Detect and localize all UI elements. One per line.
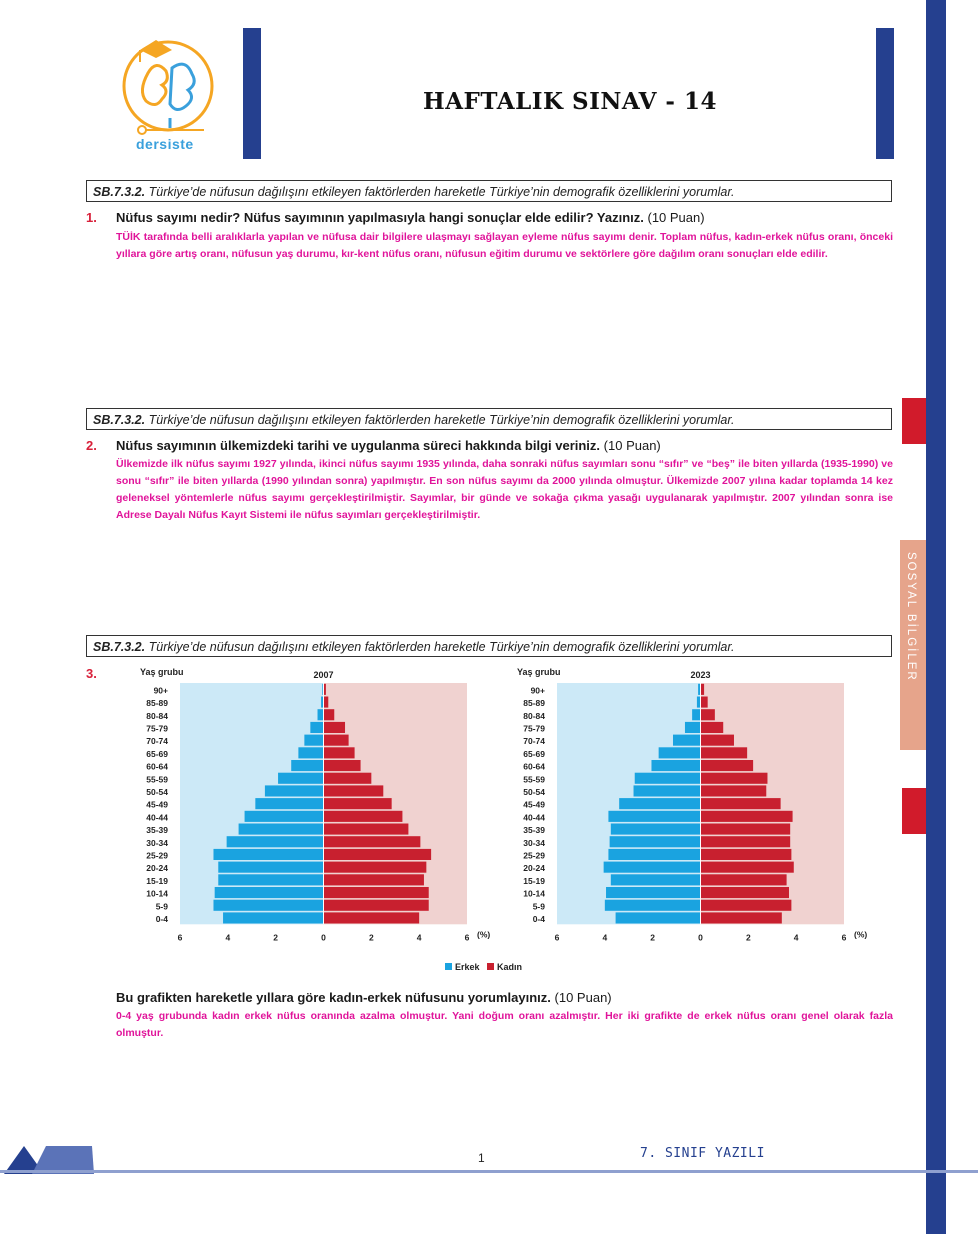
bar-female <box>701 773 768 784</box>
footer-line <box>0 1170 978 1173</box>
bar-female <box>324 760 361 771</box>
bar-female <box>701 912 782 923</box>
chart-ylabel: Yaş grubu <box>517 667 561 677</box>
age-label: 20-24 <box>523 863 545 874</box>
bar-male <box>634 785 701 796</box>
bar-male <box>265 785 324 796</box>
bar-male <box>223 912 323 923</box>
objective-text: Türkiye’de nüfusun dağılışını etkileyen faktörlerden hareketle Türkiye’nin demografik özelliklerini yorumlar. <box>148 185 735 199</box>
question-number-3: 3. <box>86 666 97 681</box>
bar-female <box>324 849 432 860</box>
header-bar-right <box>876 28 894 159</box>
bar-male <box>610 836 701 847</box>
age-label: 85-89 <box>523 698 545 709</box>
age-label: 30-34 <box>523 837 545 848</box>
bar-female <box>701 697 708 708</box>
answer-2: Ülkemizde ilk nüfus sayımı 1927 yılında, ikinci nüfus sayımı 1935 yılında, daha sonraki nüfus sayımları sonu “sıfır” ve “beş” ile biten yıllarda (1935-1990) ve sonu “sıfır” ile biten yıllarda (1990 yılından sonra) yapılmıştır. En son nüfus sayımı da 2000 yılında olmuştur. Ülkemizde 2007 yılına kadar toplamda 14 kez geleneksel yöntemlerle nüfus sayımı gerçekleştirilmiştir. Sayımlar, bir günde ve sokağa çıkma yasağı uygulanarak yapılmıştır. 2007 yılından sonra ise Adrese Dayalı Nüfus Kayıt Sistemi ile nüfus sayımları gerçekleştirilmiştir. <box>116 458 893 521</box>
bar-female <box>701 887 789 898</box>
page-number: 1 <box>478 1151 485 1165</box>
age-label: 35-39 <box>523 825 545 836</box>
age-label: 45-49 <box>523 799 545 810</box>
bar-male <box>692 709 700 720</box>
bar-male <box>245 811 324 822</box>
bar-female <box>324 747 355 758</box>
question-points: (10 Puan) <box>647 210 705 225</box>
bar-female <box>701 798 781 809</box>
bar-male <box>619 798 700 809</box>
age-label: 60-64 <box>146 761 168 772</box>
bar-male <box>304 735 323 746</box>
age-label: 75-79 <box>523 723 545 734</box>
bar-male <box>685 722 701 733</box>
x-tick-label: 0 <box>698 932 703 943</box>
bar-male <box>651 760 700 771</box>
bar-female <box>701 785 767 796</box>
legend-swatch <box>445 963 452 970</box>
bar-female <box>701 811 793 822</box>
bar-male <box>616 912 701 923</box>
objective-box-1 <box>86 180 892 202</box>
bar-female <box>324 709 335 720</box>
bar-male <box>697 697 701 708</box>
x-tick-label: 2 <box>650 932 656 943</box>
legend-label: Erkek <box>455 962 480 972</box>
age-label: 20-24 <box>146 863 168 874</box>
chart-title: 2007 <box>313 670 334 680</box>
bar-female <box>701 824 791 835</box>
age-label: 25-29 <box>146 850 168 861</box>
right-edge-stripe <box>926 0 946 1234</box>
age-label: 60-64 <box>523 761 545 772</box>
question-text-1 <box>116 210 705 225</box>
x-tick-label: 6 <box>177 932 183 943</box>
age-label: 0-4 <box>532 914 545 924</box>
x-axis-label: (%) <box>477 929 491 940</box>
side-tab-label: SOSYAL BİLGİLER <box>905 552 917 682</box>
bar-female <box>324 912 420 923</box>
population-pyramids <box>100 660 900 980</box>
footer-label: 7. SINIF YAZILI <box>640 1146 765 1161</box>
bar-female <box>701 735 734 746</box>
age-label: 65-69 <box>146 748 168 759</box>
bar-male <box>604 862 701 873</box>
age-label: 30-34 <box>146 837 168 848</box>
age-label: 0-4 <box>155 914 168 924</box>
header-bar-left <box>243 28 261 159</box>
age-label: 50-54 <box>523 787 545 797</box>
question-prompt: Nüfus sayımı nedir? Nüfus sayımının yapılmasıyla hangi sonuçlar elde edilir? Yazınız. <box>116 210 644 225</box>
age-label: 65-69 <box>523 748 545 759</box>
x-axis-label: (%) <box>854 929 868 940</box>
question-text-2 <box>116 438 661 453</box>
bar-female <box>701 760 754 771</box>
bar-male <box>318 709 324 720</box>
page-title: HAFTALIK SINAV - 14 <box>422 88 717 115</box>
age-label: 5-9 <box>532 901 545 912</box>
age-label: 45-49 <box>146 799 168 810</box>
bar-female <box>324 887 429 898</box>
bar-female <box>701 862 794 873</box>
bar-female <box>324 900 429 911</box>
bar-male <box>608 811 700 822</box>
side-tab-red-bottom <box>902 788 926 834</box>
bar-male <box>227 836 324 847</box>
bar-female <box>324 824 409 835</box>
bar-female <box>324 811 403 822</box>
x-tick-label: 4 <box>225 932 231 943</box>
answer-1: TÜİK tarafında belli aralıklarla yapılan ve nüfusa dair bilgilere ulaşmayı sağlayan eyleme nüfus sayımı denir. Toplam nüfus, kadın-erkek nüfus oranı, önceki yıllara göre artış oranı, nüfusun yaş durumu, kır-kent nüfus oranı, nüfusun eğitim durumu ve sektörlere göre dağılım oranı sonuçları elde edilir. <box>116 231 893 260</box>
age-label: 55-59 <box>146 774 168 785</box>
bar-female <box>324 735 349 746</box>
legend-swatch <box>487 963 494 970</box>
x-tick-label: 2 <box>745 932 751 943</box>
bar-male <box>673 735 701 746</box>
age-label: 25-29 <box>523 850 545 861</box>
age-label: 75-79 <box>146 723 168 734</box>
chart-ylabel: Yaş grubu <box>140 667 184 677</box>
age-label: 80-84 <box>146 710 168 721</box>
x-tick-label: 0 <box>321 932 326 943</box>
bar-female <box>701 684 705 695</box>
bar-male <box>215 887 324 898</box>
bar-male <box>213 849 323 860</box>
bar-male <box>611 824 701 835</box>
answer-3: 0-4 yaş grubunda kadın erkek nüfus oranında azalma olmuştur. Yani doğum oranı azalmıştır. Her iki grafikte de erkek nüfus oranı genel olarak fazla olmuştur. <box>116 1010 893 1039</box>
x-tick-label: 2 <box>368 932 374 943</box>
bar-female <box>324 798 392 809</box>
bar-female <box>701 900 792 911</box>
age-label: 15-19 <box>523 875 545 886</box>
bar-male <box>278 773 323 784</box>
logo <box>118 28 218 156</box>
objective-code: SB.7.3.2. <box>93 413 146 427</box>
question-prompt: Bu grafikten hareketle yıllara göre kadın-erkek nüfusunu yorumlayınız. <box>116 990 551 1005</box>
bar-female <box>324 697 329 708</box>
age-label: 50-54 <box>146 787 168 797</box>
question-prompt: Nüfus sayımının ülkemizdeki tarihi ve uygulanma süreci hakkında bilgi veriniz. <box>116 438 601 453</box>
x-tick-label: 2 <box>273 932 279 943</box>
bar-male <box>255 798 323 809</box>
objective-code: SB.7.3.2. <box>93 185 146 199</box>
bar-male <box>239 824 324 835</box>
legend-label: Kadın <box>497 962 523 972</box>
objective-text: Türkiye’de nüfusun dağılışını etkileyen faktörlerden hareketle Türkiye’nin demografik özelliklerini yorumlar. <box>148 640 735 654</box>
age-label: 10-14 <box>146 888 168 899</box>
x-tick-label: 6 <box>554 932 560 943</box>
bar-male <box>298 747 323 758</box>
age-label: 85-89 <box>146 698 168 709</box>
question-number-2: 2. <box>86 438 97 453</box>
objective-box-3 <box>86 635 892 657</box>
age-label: 70-74 <box>146 736 168 747</box>
bar-female <box>701 849 792 860</box>
bar-male <box>218 862 323 873</box>
bar-male <box>635 773 701 784</box>
question-number-1: 1. <box>86 210 97 225</box>
objective-text: Türkiye’de nüfusun dağılışını etkileyen faktörlerden hareketle Türkiye’nin demografik özelliklerini yorumlar. <box>148 413 735 427</box>
age-label: 35-39 <box>146 825 168 836</box>
bar-female <box>324 862 427 873</box>
age-label: 70-74 <box>523 736 545 747</box>
logo-text: dersiste <box>136 136 194 152</box>
objective-code: SB.7.3.2. <box>93 640 146 654</box>
question-points: (10 Puan) <box>603 438 661 453</box>
age-label: 10-14 <box>523 888 545 899</box>
question-text-3 <box>116 990 612 1005</box>
x-tick-label: 6 <box>841 932 847 943</box>
age-label: 90+ <box>530 685 545 696</box>
objective-box-2 <box>86 408 892 430</box>
bar-male <box>608 849 700 860</box>
question-points: (10 Puan) <box>554 990 612 1005</box>
bar-male <box>218 874 323 885</box>
age-label: 90+ <box>153 685 168 696</box>
x-tick-label: 4 <box>602 932 608 943</box>
age-label: 40-44 <box>523 812 545 823</box>
bar-female <box>701 747 748 758</box>
bar-male <box>310 722 323 733</box>
bar-male <box>659 747 701 758</box>
x-tick-label: 4 <box>416 932 422 943</box>
bar-female <box>701 722 724 733</box>
chart-title: 2023 <box>690 670 711 680</box>
age-label: 80-84 <box>523 710 545 721</box>
bar-female <box>324 773 372 784</box>
bar-female <box>324 785 384 796</box>
age-label: 15-19 <box>146 875 168 886</box>
bar-female <box>324 874 424 885</box>
bar-female <box>324 836 421 847</box>
bar-female <box>324 722 346 733</box>
side-tab-red-top <box>902 398 926 444</box>
bar-female <box>701 709 715 720</box>
bar-male <box>605 900 701 911</box>
bar-male <box>606 887 700 898</box>
bar-male <box>291 760 323 771</box>
x-tick-label: 6 <box>464 932 470 943</box>
age-label: 55-59 <box>523 774 545 785</box>
age-label: 5-9 <box>155 901 168 912</box>
x-tick-label: 4 <box>793 932 799 943</box>
bar-female <box>701 836 791 847</box>
bar-male <box>213 900 323 911</box>
bar-male <box>611 874 701 885</box>
bar-female <box>701 874 787 885</box>
age-label: 40-44 <box>146 812 168 823</box>
